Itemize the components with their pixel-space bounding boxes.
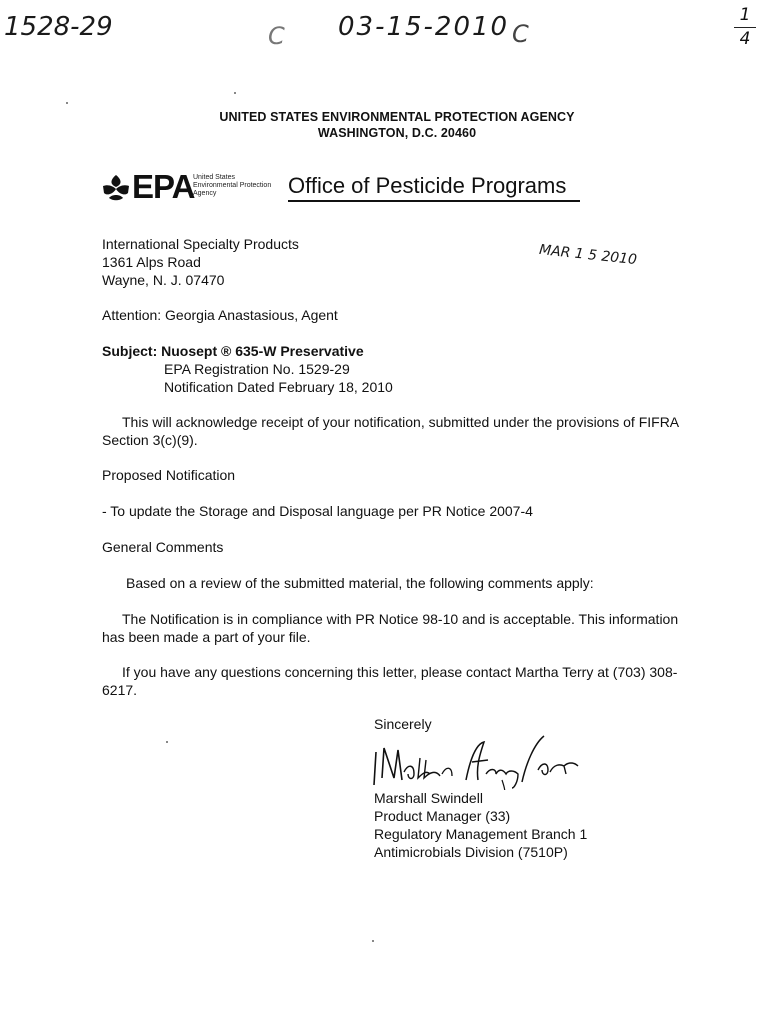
epa-flower-icon <box>101 172 131 202</box>
handwritten-file-number: 1528-29 <box>4 12 113 42</box>
signatory-branch: Regulatory Management Branch 1 <box>374 826 588 842</box>
handwritten-mark-right: C <box>512 20 529 48</box>
based-on-review-paragraph: Based on a review of the submitted material, the following comments apply: <box>126 575 594 591</box>
signatory-block <box>374 789 587 861</box>
acknowledgement-paragraph: This will acknowledge receipt of your notification, submitted under the provisions of FIFRA Section 3(c)(9). <box>102 414 679 448</box>
agency-small-line: Environmental Protection <box>193 182 272 189</box>
recipient-company: International Specialty Products <box>102 236 299 252</box>
scan-speck <box>66 102 68 104</box>
agency-small-line: United States <box>193 174 236 181</box>
scan-speck <box>166 741 168 743</box>
compliance-paragraph: The Notification is in compliance with PR Notice 98-10 and is acceptable. This information has been made a part of your file. <box>102 611 679 645</box>
handwritten-date: 03-15-2010 <box>338 12 510 42</box>
page-fraction-bar <box>734 27 756 28</box>
signatory-division: Antimicrobials Division (7510P) <box>374 844 568 860</box>
attention-line: Attention: Georgia Anastasious, Agent <box>102 307 338 323</box>
page-fraction-top: 1 <box>739 5 751 25</box>
epa-agency-small-text <box>193 174 271 198</box>
recipient-street: 1361 Alps Road <box>102 254 201 270</box>
general-comments-heading: General Comments <box>102 539 224 555</box>
office-title: Office of Pesticide Programs <box>288 173 567 198</box>
scan-speck <box>372 940 374 942</box>
office-title-underline <box>288 200 580 202</box>
handwritten-mark-left: C <box>268 22 285 50</box>
closing-sincerely: Sincerely <box>374 716 432 732</box>
signatory-title: Product Manager (33) <box>374 808 511 824</box>
signatory-name: Marshall Swindell <box>374 790 483 806</box>
subject-registration: EPA Registration No. 1529-29 <box>164 361 350 377</box>
questions-paragraph: If you have any questions concerning this letter, please contact Martha Terry at (703) 308-6217. <box>102 664 678 698</box>
agency-small-line: Agency <box>193 190 217 197</box>
subject-notification-date: Notification Dated February 18, 2010 <box>164 379 393 395</box>
scan-speck <box>234 92 236 94</box>
subject-title: Nuosept ® 635-W Preservative <box>161 343 364 359</box>
proposed-notification-heading: Proposed Notification <box>102 467 236 483</box>
handwritten-page-fraction <box>734 6 756 49</box>
subject-label: Subject: <box>102 343 158 359</box>
handwritten-signature <box>368 730 598 790</box>
recipient-city: Wayne, N. J. 07470 <box>102 272 225 288</box>
subject-block <box>102 342 393 396</box>
received-date-stamp: MAR 1 5 2010 <box>538 242 638 269</box>
agency-heading: UNITED STATES ENVIRONMENTAL PROTECTION AGENCY <box>219 110 575 124</box>
page-fraction-bottom: 4 <box>739 29 751 49</box>
epa-logo-text: EPA <box>132 168 195 205</box>
recipient-address <box>102 235 299 289</box>
proposed-notification-item: - To update the Storage and Disposal language per PR Notice 2007-4 <box>102 503 533 519</box>
agency-city: WASHINGTON, D.C. 20460 <box>317 126 477 140</box>
subject-title-row <box>102 342 393 360</box>
